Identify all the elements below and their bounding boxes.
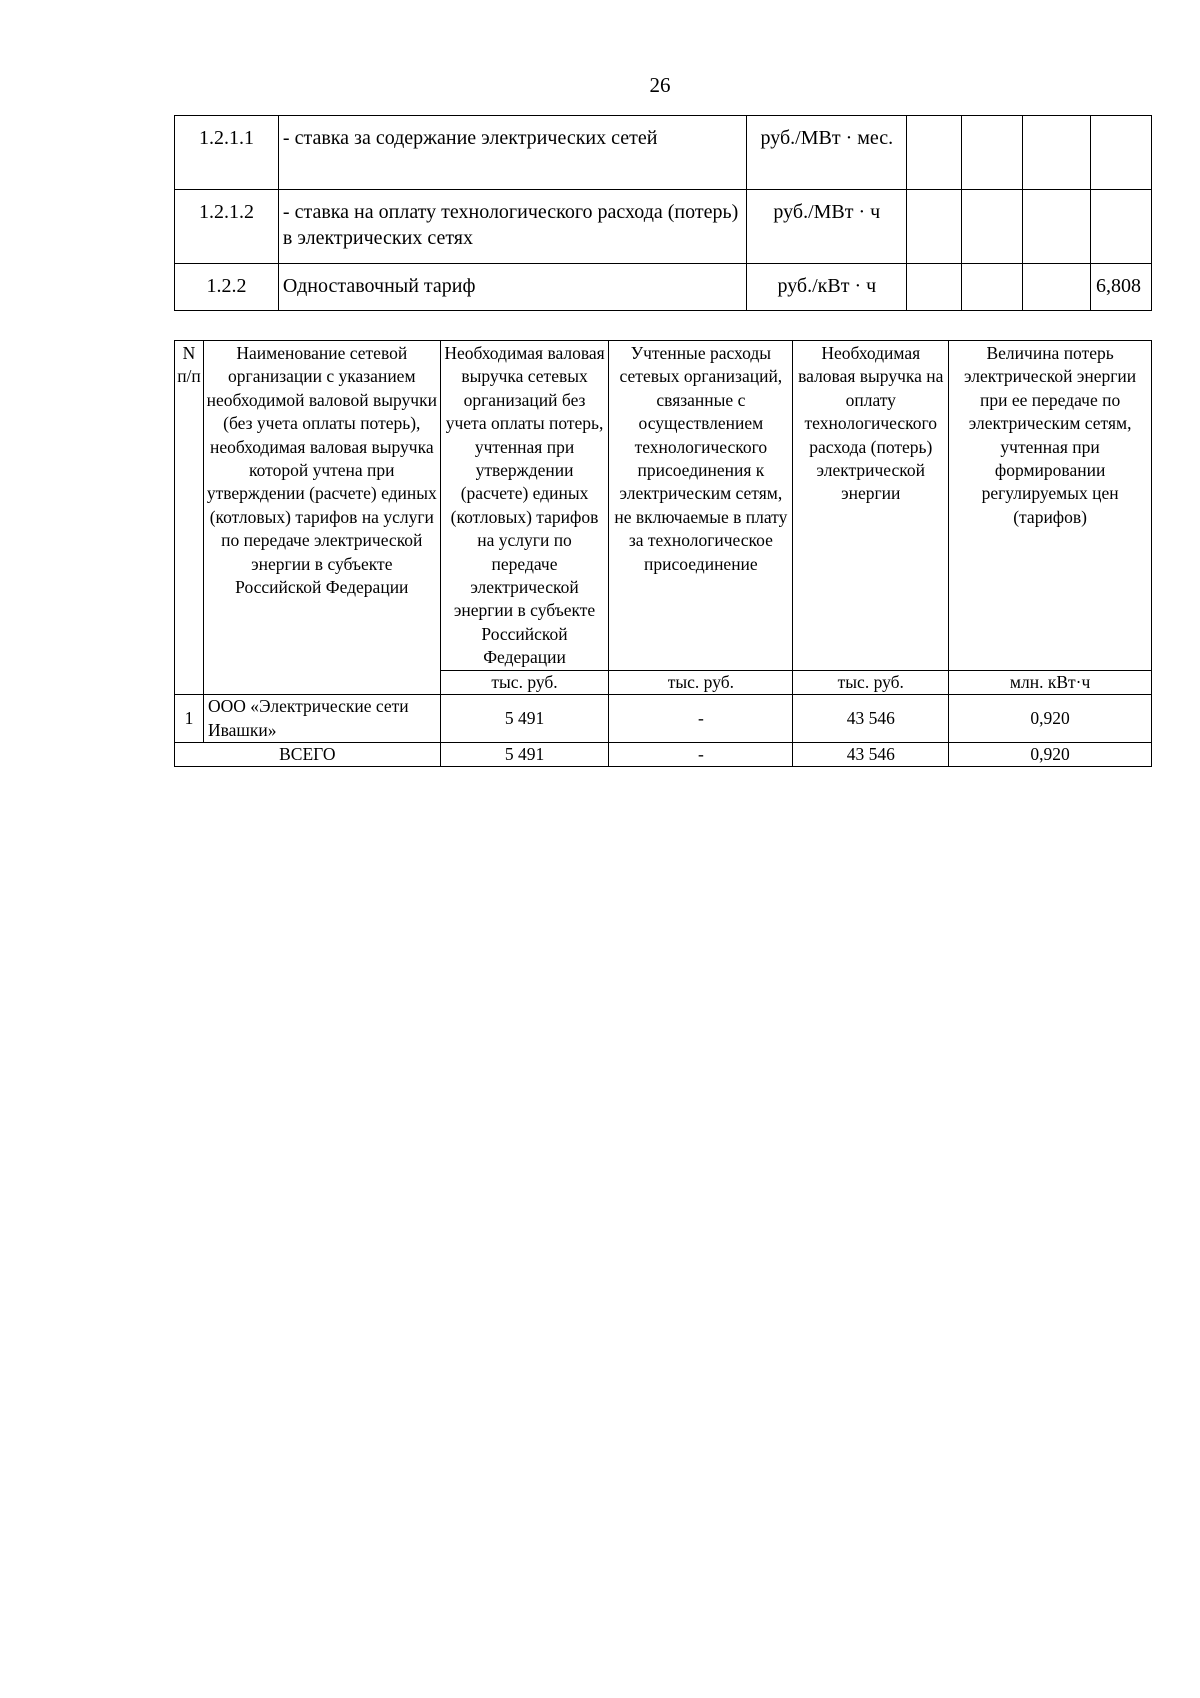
value-cell: [1090, 116, 1151, 190]
loss-revenue-value: 43 546: [793, 695, 949, 743]
unit-losses: млн. кВт·ч: [949, 670, 1152, 694]
revenue-table: [174, 340, 1152, 767]
tariff-row: [175, 190, 1152, 264]
total-label: ВСЕГО: [175, 742, 441, 766]
gross-revenue-value: 5 491: [440, 695, 609, 743]
header-row: [175, 341, 1152, 671]
unit-gross-revenue: тыс. руб.: [440, 670, 609, 694]
row-unit: руб./МВт · ч: [747, 190, 907, 264]
header-losses: Величина потерь электрической энергии при ее передаче по электрическим сетям, учтенная при формировании регулируемых цен (тарифов): [949, 341, 1152, 671]
total-loss-revenue: 43 546: [793, 742, 949, 766]
header-connection-costs: Учтенные расходы сетевых организаций, связанные с осуществлением технологического присоединения к электрическим сетям, не включаемые в плату за технологическое присоединение: [609, 341, 793, 671]
tariff-table: [174, 115, 1152, 311]
row-number: 1.2.2: [175, 264, 279, 311]
value-cell: [962, 116, 1023, 190]
value-cell: [907, 116, 962, 190]
header-num: N п/п: [175, 341, 204, 695]
header-name: Наименование сетевой организации с указанием необходимой валовой выручки (без учета оплаты потерь), необходимая валовая выручка которой учтена при утверждении (расчете) единых (котловых) тарифов на услуги по передаче электрической энергии в субъекте Российской Федерации: [203, 341, 440, 695]
total-gross-revenue: 5 491: [440, 742, 609, 766]
tariff-row: [175, 264, 1152, 311]
row-name: Одноставочный тариф: [278, 264, 747, 311]
row-number: 1.2.1.2: [175, 190, 279, 264]
value-cell: 6,808: [1090, 264, 1151, 311]
value-cell: [962, 264, 1023, 311]
header-loss-revenue: Необходимая валовая выручка на оплату технологического расхода (потерь) электрической энергии: [793, 341, 949, 671]
value-cell: [1023, 190, 1091, 264]
row-name: - ставка на оплату технологического расхода (потерь) в электрических сетях: [278, 190, 747, 264]
tariff-row: [175, 116, 1152, 190]
header-gross-revenue: Необходимая валовая выручка сетевых организаций без учета оплаты потерь, учтенная при утверждении (расчете) единых (котловых) тарифов на услуги по передаче электрической энергии в субъекте Российской Федерации: [440, 341, 609, 671]
total-losses: 0,920: [949, 742, 1152, 766]
losses-value: 0,920: [949, 695, 1152, 743]
value-cell: [1023, 264, 1091, 311]
row-unit: руб./МВт · мес.: [747, 116, 907, 190]
value-cell: [907, 264, 962, 311]
value-cell: [1090, 190, 1151, 264]
table-row: [175, 695, 1152, 743]
row-name: - ставка за содержание электрических сетей: [278, 116, 747, 190]
row-number: 1: [175, 695, 204, 743]
row-number: 1.2.1.1: [175, 116, 279, 190]
unit-loss-revenue: тыс. руб.: [793, 670, 949, 694]
unit-connection-costs: тыс. руб.: [609, 670, 793, 694]
value-cell: [907, 190, 962, 264]
page-number: 26: [649, 73, 671, 97]
connection-costs-value: -: [609, 695, 793, 743]
total-row: [175, 742, 1152, 766]
value-cell: [1023, 116, 1091, 190]
row-unit: руб./кВт · ч: [747, 264, 907, 311]
value-cell: [962, 190, 1023, 264]
organization-name: ООО «Электрические сети Ивашки»: [203, 695, 440, 743]
total-connection-costs: -: [609, 742, 793, 766]
